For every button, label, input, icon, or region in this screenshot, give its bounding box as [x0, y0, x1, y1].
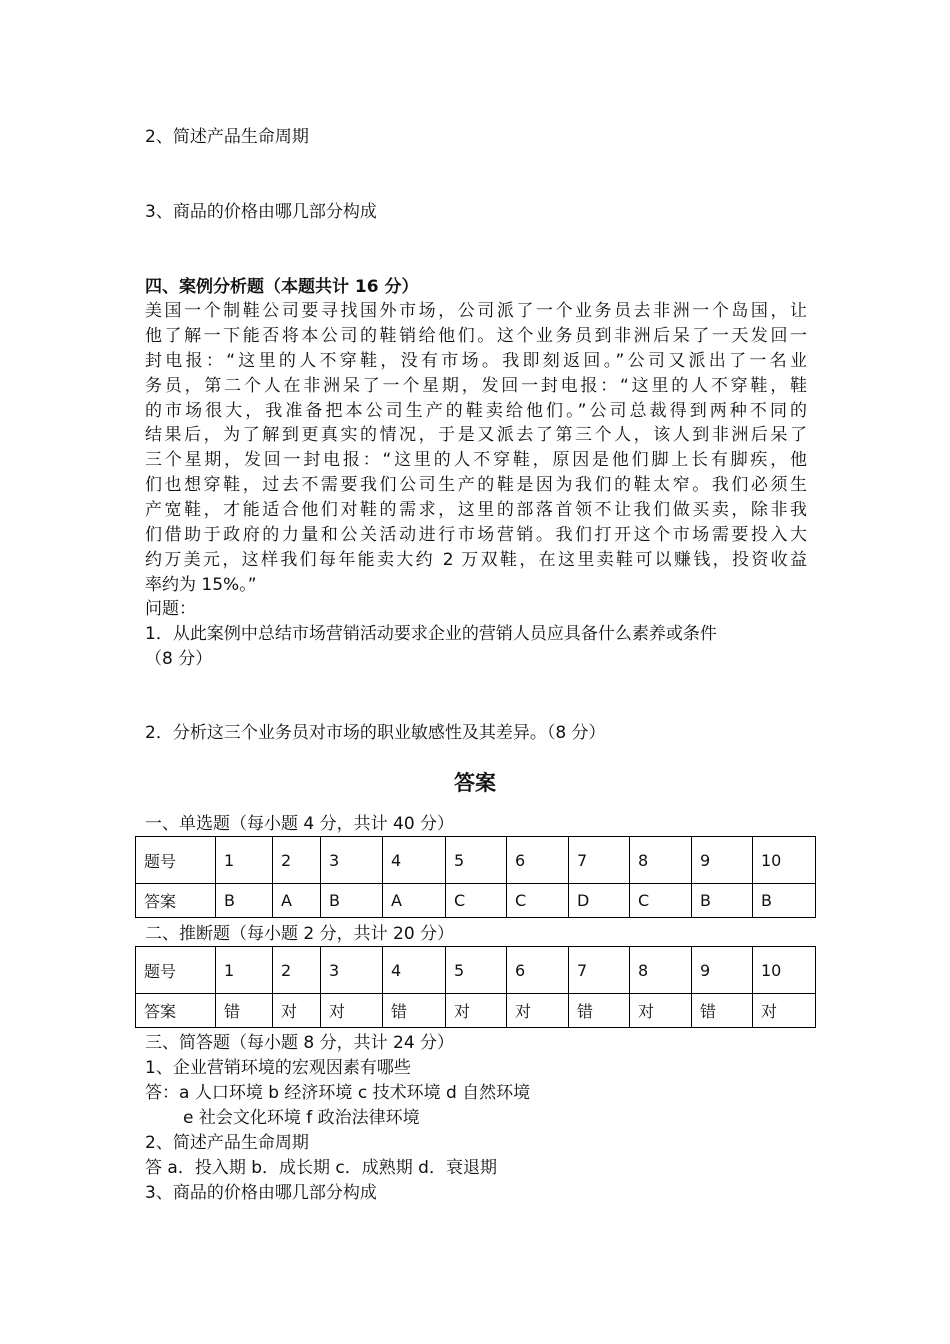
case-line: 三个星期，发回一封电报：“这里的人不穿鞋，原因是他们脚上长有脚疾，他 [145, 450, 807, 471]
case-line: 率约为 15%。” [145, 574, 257, 595]
case-line: 他了解一下能否将本公司的鞋销给他们。这个业务员到非洲后呆了一天发回一 [145, 325, 807, 346]
single-choice-heading: 一、单选题（每小题 4 分，共计 40 分） [145, 814, 455, 834]
question-product-lifecycle: 2、简述产品生命周期 [145, 127, 309, 147]
answer-cell: 对 [273, 994, 321, 1028]
question-number: 1 [216, 837, 273, 884]
row-label: 题号 [136, 947, 216, 994]
question-number: 9 [692, 947, 753, 994]
row-label: 题号 [136, 837, 216, 884]
answer-cell: C [630, 884, 692, 918]
table-row [136, 947, 816, 994]
question-number: 4 [383, 837, 446, 884]
question-number: 9 [692, 837, 753, 884]
answer-cell: C [507, 884, 569, 918]
question-number: 5 [446, 837, 507, 884]
answer-cell: 对 [753, 994, 816, 1028]
answer-cell: A [273, 884, 321, 918]
question-label: 问题： [145, 599, 196, 619]
case-question-1: 1．从此案例中总结市场营销活动要求企业的营销人员应具备什么素养或条件 [145, 624, 717, 644]
case-question-1-score: （8 分） [145, 649, 213, 669]
answer-cell: 错 [569, 994, 630, 1028]
answer-cell: B [753, 884, 816, 918]
case-line: 封电报：“这里的人不穿鞋，没有市场。我即刻返回。”公司又派出了一名业 [145, 350, 807, 371]
question-number: 6 [507, 947, 569, 994]
answer-cell: B [216, 884, 273, 918]
question-number: 2 [273, 947, 321, 994]
case-line: 约万美元，这样我们每年能卖大约 2 万双鞋，在这里卖鞋可以赚钱，投资收益 [145, 549, 807, 570]
case-section-heading: 四、案例分析题（本题共计 16 分） [145, 277, 419, 297]
short-answer-question-3: 3、商品的价格由哪几部分构成 [145, 1183, 377, 1203]
answer-cell: A [383, 884, 446, 918]
answer-cell: B [692, 884, 753, 918]
question-number: 3 [321, 837, 383, 884]
case-line: 务员，第二个人在非洲呆了一个星期，发回一封电报：“这里的人不穿鞋，鞋 [145, 375, 807, 396]
case-paragraph [145, 299, 807, 598]
single-choice-answer-table [135, 836, 816, 918]
answers-title: 答案 [454, 771, 496, 795]
short-answer-answer-2: 答 a．投入期 b．成长期 c．成熟期 d．衰退期 [145, 1158, 497, 1178]
answer-cell: D [569, 884, 630, 918]
short-answer-answer-1-cont: e 社会文化环境 f 政治法律环境 [183, 1108, 420, 1128]
answer-cell: B [321, 884, 383, 918]
case-line: 产宽鞋，才能适合他们对鞋的需求，这里的部落首领不让我们做买卖，除非我 [145, 500, 807, 521]
short-answer-heading: 三、简答题（每小题 8 分，共计 24 分） [145, 1033, 455, 1053]
question-number: 10 [753, 947, 816, 994]
row-label: 答案 [136, 994, 216, 1028]
answer-cell: 对 [507, 994, 569, 1028]
short-answer-answer-1: 答：a 人口环境 b 经济环境 c 技术环境 d 自然环境 [145, 1083, 531, 1103]
case-line: 们也想穿鞋，过去不需要我们公司生产的鞋是因为我们的鞋太窄。我们必须生 [145, 475, 807, 496]
answer-cell: 错 [692, 994, 753, 1028]
case-question-2: 2．分析这三个业务员对市场的职业敏感性及其差异。（8 分） [145, 723, 606, 743]
table-row [136, 994, 816, 1028]
question-number: 3 [321, 947, 383, 994]
answer-cell: 对 [446, 994, 507, 1028]
short-answer-question-1: 1、企业营销环境的宏观因素有哪些 [145, 1058, 411, 1078]
case-line: 的市场很大，我准备把本公司生产的鞋卖给他们。”公司总裁得到两种不同的 [145, 400, 807, 421]
judgment-answer-table [135, 946, 816, 1028]
case-line: 结果后，为了解到更真实的情况，于是又派去了第三个人，该人到非洲后呆了 [145, 425, 807, 446]
question-number: 10 [753, 837, 816, 884]
answer-cell: 错 [383, 994, 446, 1028]
question-number: 1 [216, 947, 273, 994]
row-label: 答案 [136, 884, 216, 918]
question-price-composition: 3、商品的价格由哪几部分构成 [145, 202, 377, 222]
judgment-heading: 二、推断题（每小题 2 分，共计 20 分） [145, 924, 455, 944]
short-answer-question-2: 2、简述产品生命周期 [145, 1133, 309, 1153]
answer-cell: 对 [630, 994, 692, 1028]
answer-cell: C [446, 884, 507, 918]
answer-cell: 错 [216, 994, 273, 1028]
case-line: 们借助于政府的力量和公关活动进行市场营销。我们打开这个市场需要投入大 [145, 525, 807, 546]
question-number: 4 [383, 947, 446, 994]
table-row [136, 837, 816, 884]
table-row [136, 884, 816, 918]
question-number: 7 [569, 947, 630, 994]
case-line: 美国一个制鞋公司要寻找国外市场，公司派了一个业务员去非洲一个岛国，让 [145, 301, 807, 321]
question-number: 5 [446, 947, 507, 994]
question-number: 7 [569, 837, 630, 884]
question-number: 8 [630, 837, 692, 884]
question-number: 6 [507, 837, 569, 884]
answer-cell: 对 [321, 994, 383, 1028]
question-number: 8 [630, 947, 692, 994]
question-number: 2 [273, 837, 321, 884]
